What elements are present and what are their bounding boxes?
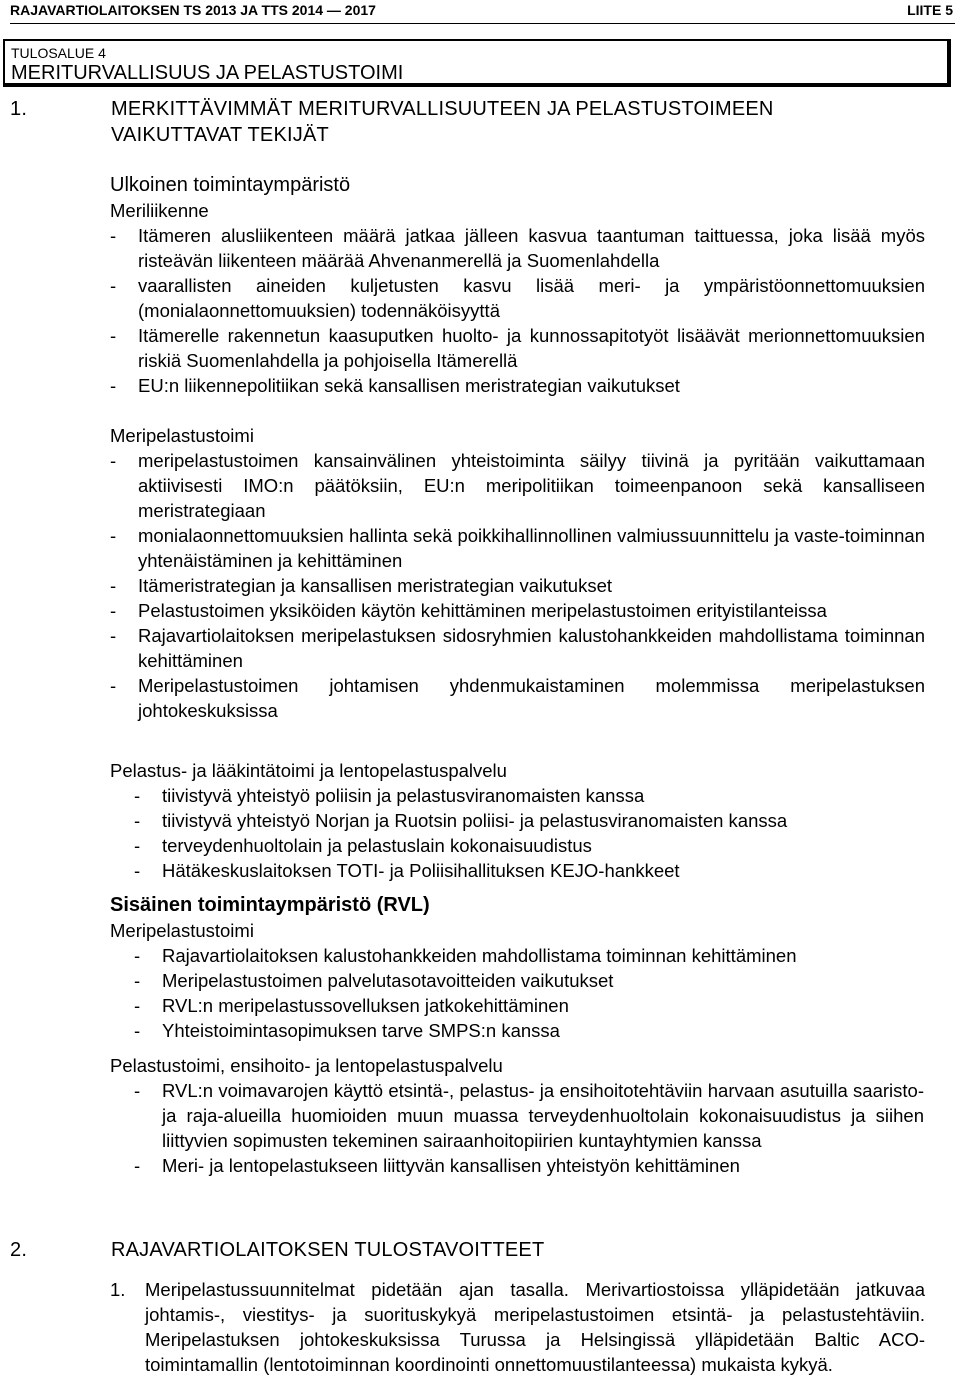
shipping-list xyxy=(110,223,925,398)
list-item: - Rajavartiolaitoksen meripelastuksen sidosryhmien kalustohankkeiden mahdollistama toiminnan kehittäminen xyxy=(110,623,925,673)
list-item: - vaarallisten aineiden kuljetusten kasvu lisää meri- ja ympäristöonnettomuuksien (monialaonnettomuuksien) todennäköisyyttä xyxy=(110,273,925,323)
shipping-heading: Meriliikenne xyxy=(110,200,209,221)
result-area-box xyxy=(3,39,951,87)
header-rule xyxy=(10,23,955,24)
internal-environment-heading: Sisäinen toimintaympäristö (RVL) xyxy=(110,894,430,916)
section-2-title: RAJAVARTIOLAITOKSEN TULOSTAVOITTEET xyxy=(111,1239,545,1261)
section-2-number: 2. xyxy=(10,1239,28,1261)
list-item: - tiivistyvä yhteistyö Norjan ja Ruotsin poliisi- ja pelastusviranomaisten kanssa xyxy=(134,808,924,833)
internal-rescue-list xyxy=(134,1078,924,1178)
result-area-title: MERITURVALLISUUS JA PELASTUSTOIMI xyxy=(11,62,404,84)
list-item: - Meripelastustoimen johtamisen yhdenmukaistaminen molemmissa meripelastuksen johtokeskuksissa xyxy=(110,673,925,723)
goal-item xyxy=(110,1277,925,1377)
list-item: - terveydenhuoltolain ja pelastuslain kokonaisuudistus xyxy=(134,833,924,858)
list-item: - meripelastustoimen kansainvälinen yhteistoiminta säilyy tiivinä ja pyritään vaikuttamaan aktiivisesti IMO:n päätöksiin, EU:n meripolitiikan toimeenpanoon sekä kansalliseen meristrategiaan xyxy=(110,448,925,523)
page-header xyxy=(10,0,955,20)
external-rescue-list xyxy=(134,783,924,883)
section-1-number: 1. xyxy=(10,98,28,120)
goal-text: Meripelastussuunnitelmat pidetään ajan tasalla. Merivartiostoissa ylläpidetään jatkuvaa johtamis-, viestitys- ja suorituskykyä meripelastustoimen etsintä- ja pelastustehtäviin. Meripelastuksen johtokeskuksissa Turussa ja Helsingissä ylläpidetään Baltic ACO-toimintamallin (lentotoiminnan koordinointi onnettomuustilanteessa) mukaista kykyä. xyxy=(145,1279,925,1375)
list-item: - Itämeren alusliikenteen määrä jatkaa jälleen kasvua taantuman taittuessa, joka lisää myös risteävän liikenteen määrää Ahvenanmerellä ja Suomenlahdella xyxy=(110,223,925,273)
list-item: - tiivistyvä yhteistyö poliisin ja pelastusviranomaisten kanssa xyxy=(134,783,924,808)
list-item: - Itämerelle rakennetun kaasuputken huolto- ja kunnossapitotyöt lisäävät merionnettomuuksien riskiä Suomenlahdella ja pohjoisella Itämerellä xyxy=(110,323,925,373)
list-item: - Hätäkeskuslaitoksen TOTI- ja Poliisihallituksen KEJO-hankkeet xyxy=(134,858,924,883)
list-item: - RVL:n meripelastussovelluksen jatkokehittäminen xyxy=(134,993,924,1018)
external-rescue-heading: Pelastus- ja lääkintätoimi ja lentopelastuspalvelu xyxy=(110,760,507,781)
internal-sar-list xyxy=(134,943,924,1043)
section-1-title-line1: MERKITTÄVIMMÄT MERITURVALLISUUTEEN JA PELASTUSTOIMEEN xyxy=(111,98,774,120)
external-sar-list xyxy=(110,448,925,723)
internal-sar-heading: Meripelastustoimi xyxy=(110,920,254,941)
external-environment-heading: Ulkoinen toimintaympäristö xyxy=(110,174,351,196)
list-item: - Meri- ja lentopelastukseen liittyvän kansallisen yhteistyön kehittäminen xyxy=(134,1153,924,1178)
list-item: - RVL:n voimavarojen käyttö etsintä-, pelastus- ja ensihoitotehtäviin harvaan asutuilla saaristo- ja raja-alueilla huomioiden muun muassa terveydenhuoltolain kokonaisuudistus ja siihen liittyvien sopimusten tekeminen sairaanhoitopiirien kuntayhtymien kanssa xyxy=(134,1078,924,1153)
list-item: - Yhteistoimintasopimuksen tarve SMPS:n kanssa xyxy=(134,1018,924,1043)
external-sar-heading: Meripelastustoimi xyxy=(110,425,254,446)
header-title: RAJAVARTIOLAITOKSEN TS 2013 JA TTS 2014 — 2017 xyxy=(10,2,376,18)
list-item: - Meripelastustoimen palvelutasotavoitteiden vaikutukset xyxy=(134,968,924,993)
result-area-label: TULOSALUE 4 xyxy=(11,45,106,61)
list-item: - Itämeristrategian ja kansallisen meristrategian vaikutukset xyxy=(110,573,925,598)
list-item: - Rajavartiolaitoksen kalustohankkeiden mahdollistama toiminnan kehittäminen xyxy=(134,943,924,968)
header-appendix: LIITE 5 xyxy=(907,2,953,18)
section-1-title-line2: VAIKUTTAVAT TEKIJÄT xyxy=(111,124,329,146)
goal-number: 1. xyxy=(110,1279,126,1300)
list-item: - monialaonnettomuuksien hallinta sekä poikkihallinnollinen valmiussuunnittelu ja vaste-toiminnan yhtenäistäminen ja kehittäminen xyxy=(110,523,925,573)
internal-rescue-heading: Pelastustoimi, ensihoito- ja lentopelastuspalvelu xyxy=(110,1055,503,1076)
list-item: - Pelastustoimen yksiköiden käytön kehittäminen meripelastustoimen erityistilanteissa xyxy=(110,598,925,623)
list-item: - EU:n liikennepolitiikan sekä kansallisen meristrategian vaikutukset xyxy=(110,373,925,398)
